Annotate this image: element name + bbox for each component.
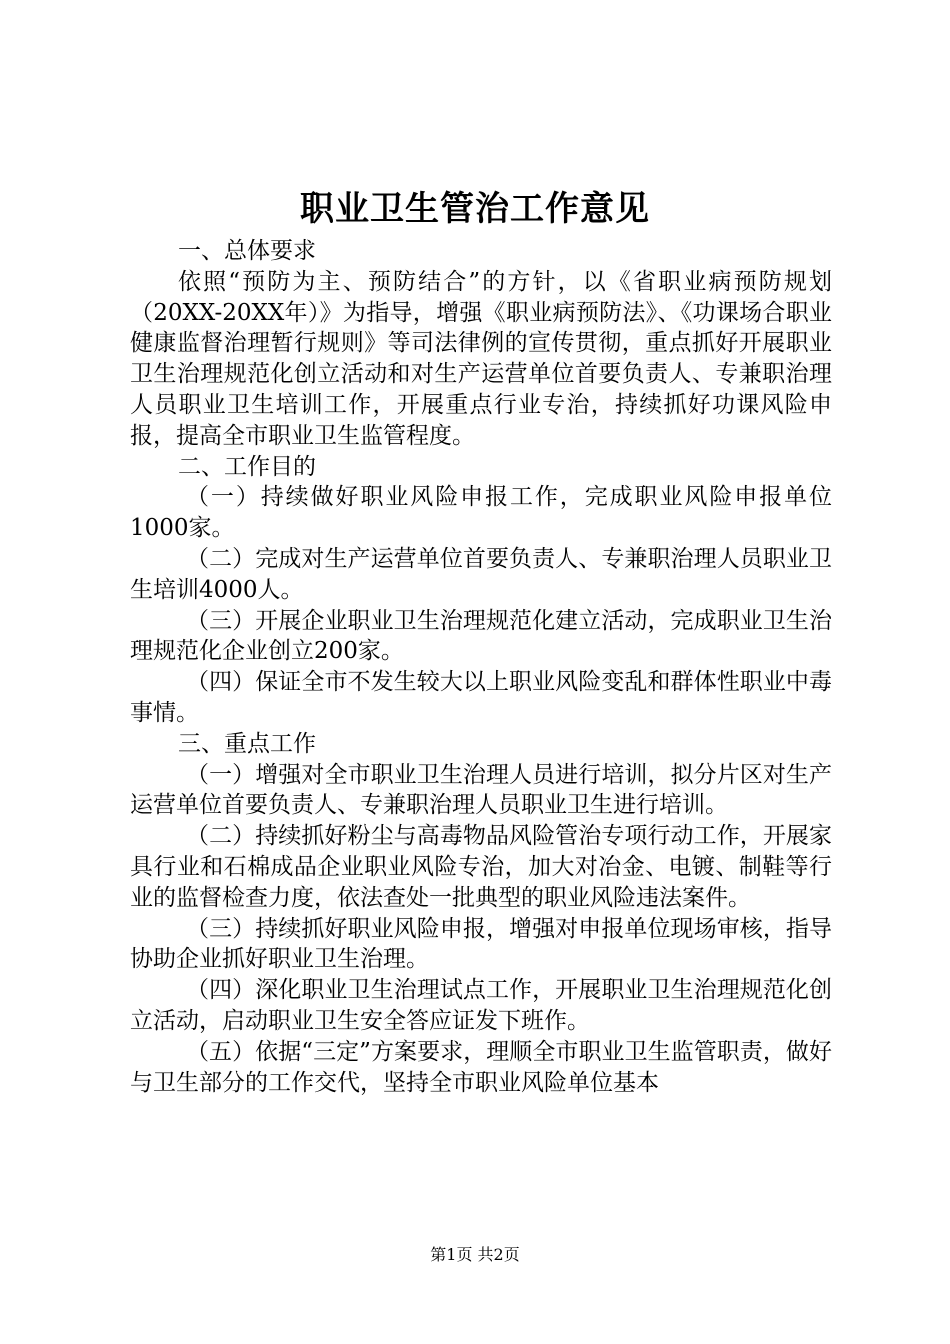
section-heading-work-goals: 二、工作目的 [178, 453, 316, 480]
section-heading-general-requirements: 一、总体要求 [178, 238, 316, 264]
page-footer: 第1页 共2页 [430, 1245, 520, 1264]
goal-item-2: （二）完成对生产运营单位首要负责人、专兼职治理人员职业卫生培训4000人。 [130, 545, 832, 603]
document-title: 职业卫生管治工作意见 [300, 189, 650, 229]
key-work-item-2: （二）持续抓好粉尘与高毒物品风险管治专项行动工作，开展家具行业和石棉成品企业职业风险专治，加大对冶金、电镀、制鞋等行业的监督检查力度，依法查处一批典型的职业风险违法案件。 [130, 823, 832, 911]
goal-item-4: （四）保证全市不发生较大以上职业风险变乱和群体性职业中毒事情。 [130, 669, 832, 726]
document-body [130, 236, 832, 1098]
goal-item-3: （三）开展企业职业卫生治理规范化建立活动，完成职业卫生治理规范化企业创立200家。 [130, 607, 832, 665]
section-paragraph-general-requirements: 依照“预防为主、预防结合”的方针，以《省职业病预防规划（20XX-20XX年）》为指导，增强《职业病预防法》、《功课场合职业健康监督治理暂行规则》等司法律例的宣传贯彻，重点抓好开展职业卫生治理规范化创立活动和对生产运营单位首要负责人、专兼职治理人员职业卫生培训工作，开展重点行业专治，持续抓好功课风险申报，提高全市职业卫生监管程度。 [130, 268, 832, 449]
section-heading-key-work: 三、重点工作 [178, 730, 316, 757]
key-work-item-5: （五）依据“三定”方案要求，理顺全市职业卫生监管职责，做好与卫生部分的工作交代，坚持全市职业风险单位基本 [130, 1038, 832, 1096]
key-work-item-3: （三）持续抓好职业风险申报，增强对申报单位现场审核，指导协助企业抓好职业卫生治理。 [130, 915, 832, 973]
key-work-item-4: （四）深化职业卫生治理试点工作，开展职业卫生治理规范化创立活动，启动职业卫生安全答应证发下班作。 [130, 977, 832, 1034]
goal-item-1: （一）持续做好职业风险申报工作，完成职业风险申报单位1000家。 [130, 484, 832, 542]
key-work-item-1: （一）增强对全市职业卫生治理人员进行培训，拟分片区对生产运营单位首要负责人、专兼职治理人员职业卫生进行培训。 [130, 761, 832, 819]
